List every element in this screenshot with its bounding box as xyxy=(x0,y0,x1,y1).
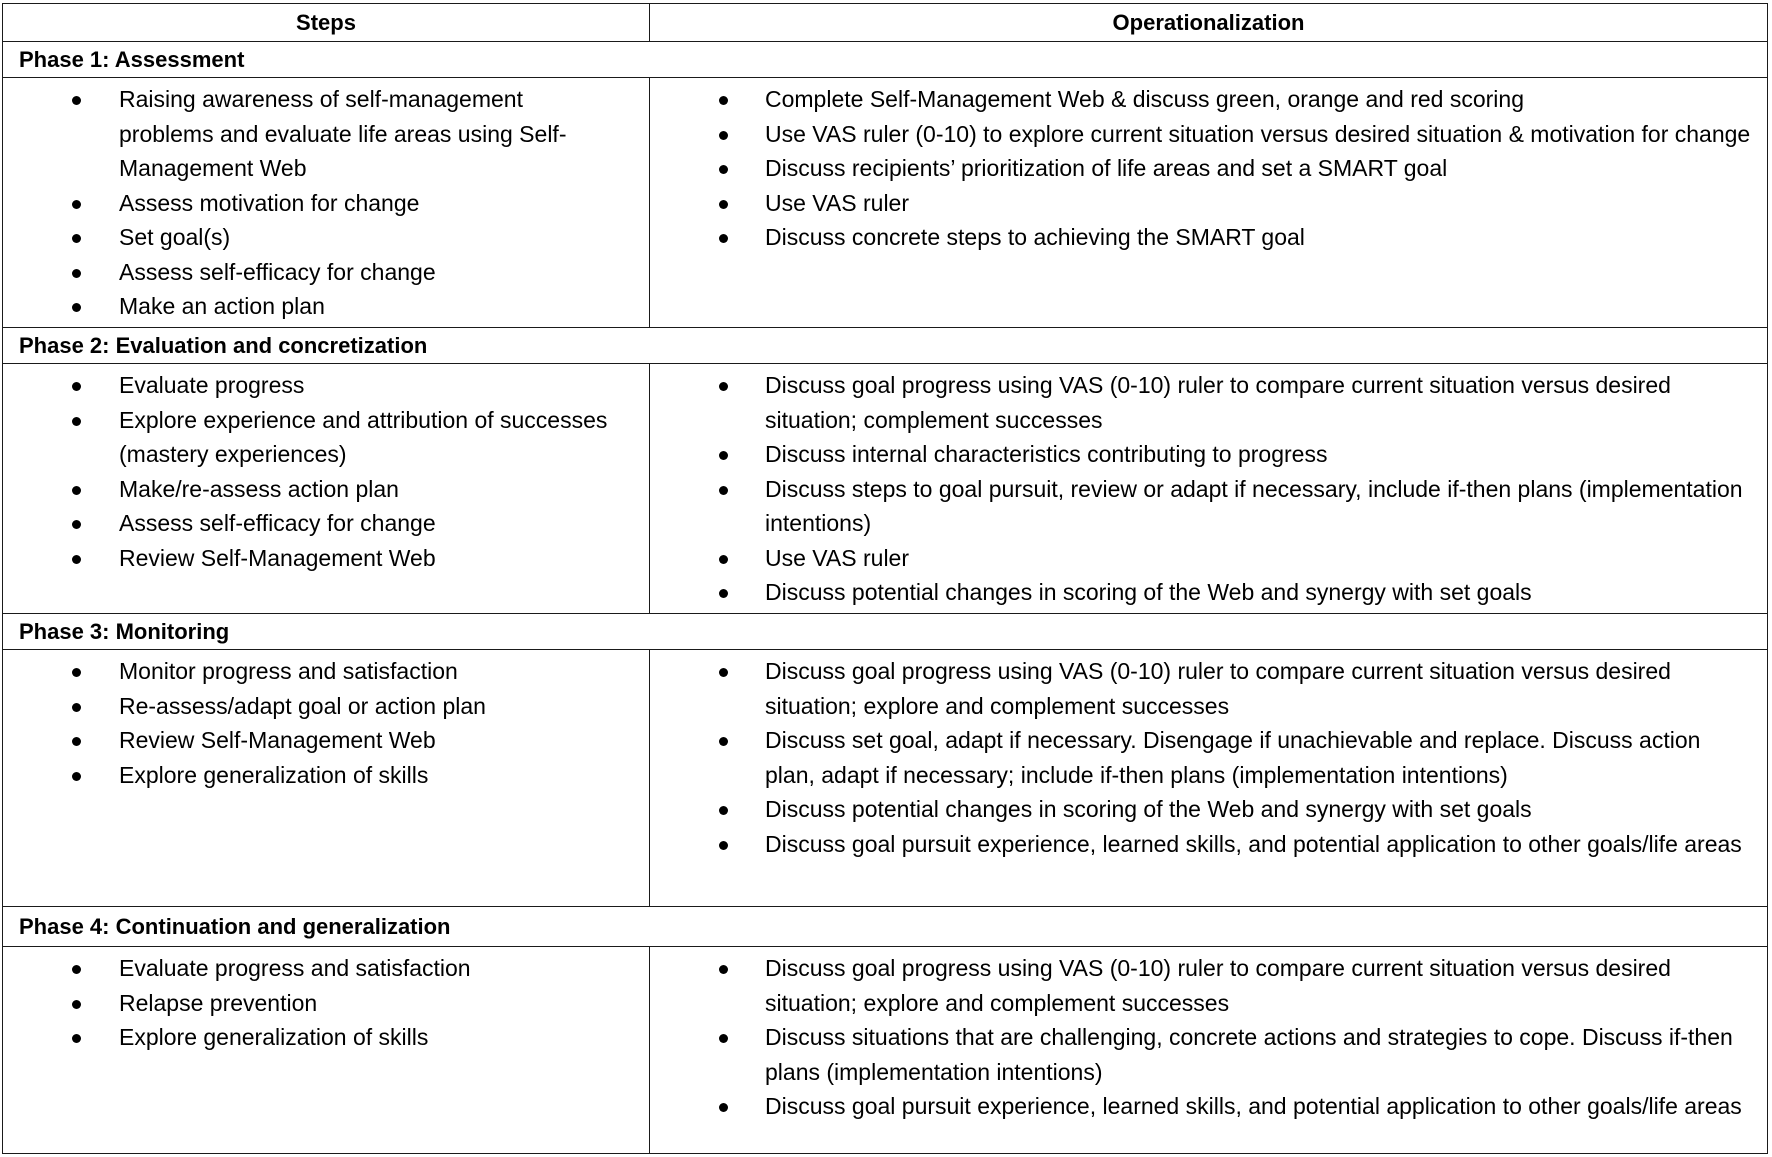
bullet-icon xyxy=(719,451,728,460)
list-item: Discuss internal characteristics contributing to progress xyxy=(650,437,1767,472)
list-item: Review Self-Management Web xyxy=(3,723,649,758)
bullet-icon xyxy=(719,234,728,243)
list-item: Discuss concrete steps to achieving the SMART goal xyxy=(650,220,1767,255)
bullet-icon xyxy=(72,486,81,495)
operationalization-cell xyxy=(650,364,1767,613)
intervention-table xyxy=(2,3,1768,1154)
phase-body-row xyxy=(3,364,1767,614)
list-item: Discuss potential changes in scoring of the Web and synergy with set goals xyxy=(650,792,1767,827)
bullet-icon xyxy=(719,737,728,746)
steps-cell xyxy=(3,650,650,906)
bullet-icon xyxy=(72,382,81,391)
bullet-icon xyxy=(719,589,728,598)
list-item: Set goal(s) xyxy=(3,220,649,255)
list-item: Evaluate progress xyxy=(3,368,649,403)
phase-body-row xyxy=(3,78,1767,328)
bullet-icon xyxy=(719,1034,728,1043)
bullet-icon xyxy=(72,737,81,746)
bullet-icon xyxy=(719,841,728,850)
list-item: Discuss goal progress using VAS (0-10) ruler to compare current situation versus desired situation; complement successes xyxy=(650,368,1767,437)
phase-body-row xyxy=(3,650,1767,907)
bullet-icon xyxy=(72,668,81,677)
list-item: Raising awareness of self-management problems and evaluate life areas using Self-Management Web xyxy=(3,82,649,186)
bullet-icon xyxy=(72,1034,81,1043)
bullet-icon xyxy=(719,131,728,140)
list-item: Use VAS ruler (0-10) to explore current situation versus desired situation & motivation for change xyxy=(650,117,1767,152)
list-item: Assess self-efficacy for change xyxy=(3,255,649,290)
bullet-icon xyxy=(72,965,81,974)
phase-title: Phase 4: Continuation and generalization xyxy=(3,907,1767,947)
phase-title: Phase 1: Assessment xyxy=(3,42,1767,78)
header-operationalization: Operationalization xyxy=(1112,9,1305,35)
list-item: Discuss potential changes in scoring of the Web and synergy with set goals xyxy=(650,575,1767,610)
list-item: Use VAS ruler xyxy=(650,541,1767,576)
bullet-icon xyxy=(719,965,728,974)
bullet-icon xyxy=(719,1103,728,1112)
list-item: Discuss situations that are challenging, concrete actions and strategies to cope. Discuss if-then plans (implementation intentions) xyxy=(650,1020,1767,1089)
list-item: Discuss steps to goal pursuit, review or adapt if necessary, include if-then plans (implementation intentions) xyxy=(650,472,1767,541)
list-item: Make an action plan xyxy=(3,289,649,324)
operationalization-cell xyxy=(650,947,1767,1153)
operationalization-cell xyxy=(650,650,1767,906)
phase-title: Phase 3: Monitoring xyxy=(3,614,1767,650)
bullet-icon xyxy=(719,486,728,495)
bullet-icon xyxy=(72,1000,81,1009)
list-item: Discuss goal progress using VAS (0-10) ruler to compare current situation versus desired situation; explore and complement successes xyxy=(650,951,1767,1020)
list-item: Discuss goal pursuit experience, learned skills, and potential application to other goals/life areas xyxy=(650,1089,1767,1124)
bullet-icon xyxy=(719,668,728,677)
bullet-icon xyxy=(719,165,728,174)
list-item: Evaluate progress and satisfaction xyxy=(3,951,649,986)
phase-body-row xyxy=(3,947,1767,1153)
table-header-row xyxy=(3,4,1767,42)
list-item: Discuss set goal, adapt if necessary. Disengage if unachievable and replace. Discuss action plan, adapt if necessary; include if-then plans (implementation intentions) xyxy=(650,723,1767,792)
list-item: Re-assess/adapt goal or action plan xyxy=(3,689,649,724)
bullet-icon xyxy=(72,417,81,426)
steps-cell xyxy=(3,78,650,327)
bullet-icon xyxy=(719,382,728,391)
bullet-icon xyxy=(72,269,81,278)
steps-cell xyxy=(3,364,650,613)
bullet-icon xyxy=(72,520,81,529)
bullet-icon xyxy=(72,96,81,105)
steps-cell xyxy=(3,947,650,1153)
list-item: Review Self-Management Web xyxy=(3,541,649,576)
list-item: Discuss recipients’ prioritization of life areas and set a SMART goal xyxy=(650,151,1767,186)
list-item: Discuss goal progress using VAS (0-10) ruler to compare current situation versus desired situation; explore and complement successes xyxy=(650,654,1767,723)
header-steps: Steps xyxy=(3,4,650,41)
phase-title: Phase 2: Evaluation and concretization xyxy=(3,328,1767,364)
bullet-icon xyxy=(72,555,81,564)
bullet-icon xyxy=(719,806,728,815)
list-item: Assess self-efficacy for change xyxy=(3,506,649,541)
bullet-icon xyxy=(72,703,81,712)
list-item: Complete Self-Management Web & discuss green, orange and red scoring xyxy=(650,82,1767,117)
bullet-icon xyxy=(719,200,728,209)
bullet-icon xyxy=(72,303,81,312)
list-item: Make/re-assess action plan xyxy=(3,472,649,507)
list-item: Monitor progress and satisfaction xyxy=(3,654,649,689)
list-item: Explore generalization of skills xyxy=(3,758,649,793)
list-item: Relapse prevention xyxy=(3,986,649,1021)
bullet-icon xyxy=(72,200,81,209)
list-item: Discuss goal pursuit experience, learned skills, and potential application to other goals/life areas xyxy=(650,827,1767,862)
bullet-icon xyxy=(72,772,81,781)
bullet-icon xyxy=(72,234,81,243)
list-item: Use VAS ruler xyxy=(650,186,1767,221)
list-item: Explore experience and attribution of successes (mastery experiences) xyxy=(3,403,649,472)
operationalization-cell xyxy=(650,78,1767,327)
list-item: Explore generalization of skills xyxy=(3,1020,649,1055)
list-item: Assess motivation for change xyxy=(3,186,649,221)
bullet-icon xyxy=(719,555,728,564)
bullet-icon xyxy=(719,96,728,105)
